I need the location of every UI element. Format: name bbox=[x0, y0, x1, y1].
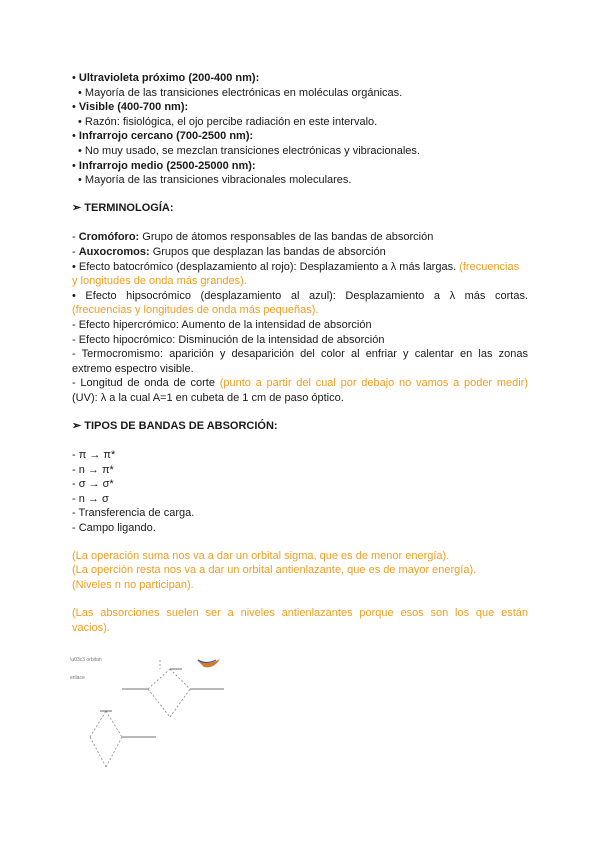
figure-label: enlace bbox=[70, 675, 85, 681]
note-suma: (La operación suma nos va a dar un orbital sigma, que es de menor energía). bbox=[72, 549, 450, 562]
term-auxocromos: - Auxocromos: Grupos que desplazan las bandas de absorción bbox=[72, 245, 386, 258]
term-cromoforo: - Cromóforo: Grupo de átomos responsables de las bandas de absorción bbox=[72, 231, 434, 244]
bands-list bbox=[72, 448, 528, 536]
region-nir: • Infrarrojo cercano (700-2500 nm): bbox=[72, 130, 254, 143]
region-mir-detail: • Mayoría de las transiciones vibracionales moleculares. bbox=[78, 174, 352, 187]
term-batocromico-note: y longitudes de onda más grandes). bbox=[72, 275, 247, 288]
spacer bbox=[72, 592, 528, 606]
term-hipsocromico: • Efecto hipsocrómico (desplazamiento al azul): Desplazamiento a λ más cortas. bbox=[72, 289, 528, 302]
color-wheel-icon bbox=[196, 659, 220, 667]
figure-label: \u03c3 orbitan bbox=[70, 657, 102, 663]
list-item: - n → σ bbox=[72, 492, 109, 505]
mo-diagram-lower bbox=[90, 711, 122, 767]
list-item: - n → π* bbox=[72, 463, 114, 476]
document-body bbox=[72, 71, 528, 636]
term-termocromismo: - Termocromismo: aparición y desaparición del color al enfriar y calentar en las zonas bbox=[72, 348, 528, 361]
bands-heading: ➢ TIPOS DE BANDAS DE ABSORCIÓN: bbox=[72, 420, 278, 433]
term-termocromismo-cont: extremo espectro visible. bbox=[72, 362, 194, 375]
region-nir-detail: • No muy usado, se mezclan transiciones electrónicas y vibracionales. bbox=[78, 144, 420, 157]
list-item: - π → π* bbox=[72, 449, 116, 462]
term-corte-cont: (UV): λ a la cual A=1 en cubeta de 1 cm de paso óptico. bbox=[72, 391, 344, 404]
list-item: - σ → σ* bbox=[72, 478, 114, 491]
region-mir: • Infrarrojo medio (2500-25000 nm): bbox=[72, 159, 256, 172]
region-uv: • Ultravioleta próximo (200-400 nm): bbox=[72, 72, 260, 84]
list-item: - Campo ligando. bbox=[72, 522, 156, 535]
term-hipercromico: - Efecto hipercrómico: Aumento de la intensidad de absorción bbox=[72, 318, 372, 331]
list-item: - Transferencia de carga. bbox=[72, 507, 195, 520]
region-uv-detail: • Mayoría de las transiciones electrónicas en moléculas orgánicas. bbox=[78, 86, 403, 99]
region-visible-detail: • Razón: fisiológica, el ojo percibe radiación en este intervalo. bbox=[78, 115, 378, 128]
term-hipsocromico-note: (frecuencias y longitudes de onda más pequeñas). bbox=[72, 304, 319, 317]
terminology-heading: ➢ TERMINOLOGÍA: bbox=[72, 201, 174, 214]
note-resta: (La operción resta nos va a dar un orbital antienlazante, que es de mayor energía). bbox=[72, 564, 477, 577]
term-hipocromico: - Efecto hipocrómico: Disminución de la intensidad de absorción bbox=[72, 333, 385, 346]
note-absorciones-cont: vacios). bbox=[72, 622, 110, 634]
note-niveles: (Niveles n no participan). bbox=[72, 578, 194, 591]
spacer bbox=[72, 536, 528, 549]
term-batocromico: • Efecto batocrómico (desplazamiento al rojo): Desplazamiento a λ más largas. (frecuencias bbox=[72, 260, 520, 273]
spectral-regions bbox=[72, 71, 528, 188]
region-visible: • Visible (400-700 nm): bbox=[72, 101, 189, 114]
mo-diagram-upper bbox=[148, 660, 190, 717]
note-absorciones: (Las absorciones suelen ser a niveles antienlazantes porque esos son los que están bbox=[72, 607, 528, 620]
orbital-diagram-figure bbox=[64, 655, 234, 775]
term-corte: - Longitud de onda de corte (punto a partir del cual por debajo no vamos a poder medir) bbox=[72, 377, 529, 390]
